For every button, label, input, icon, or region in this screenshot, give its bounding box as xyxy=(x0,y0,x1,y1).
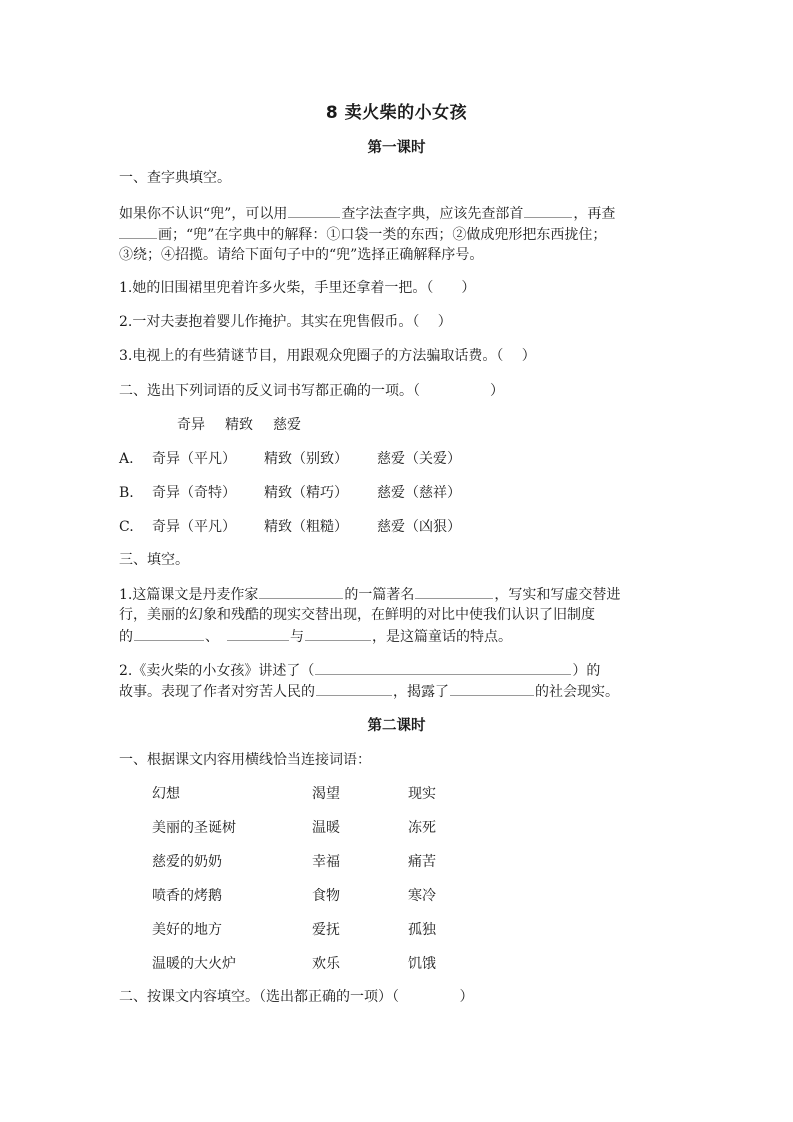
match-right-1[interactable]: 现实 xyxy=(408,786,436,802)
match-left-1[interactable]: 幻想 xyxy=(152,786,180,802)
q3-item1-line3: 的 、 与 ，是这篇童话的特点。 xyxy=(119,626,512,648)
q2-option-b-label: B. xyxy=(119,485,134,501)
q2-option-c-label: C. xyxy=(119,519,134,535)
q3-item2-line2: 故事。表现了作者对穷苦人民的 ，揭露了 的社会现实。 xyxy=(119,681,619,703)
match-mid-1[interactable]: 渴望 xyxy=(312,786,340,802)
blank-story-summary[interactable] xyxy=(315,660,571,675)
match-right-3[interactable]: 痛苦 xyxy=(408,854,436,870)
l2-q2-heading: 二、按课文内容填空。（选出都正确的一项）（ ） xyxy=(119,989,474,1005)
q1-intro-line3: ③绕；④招揽。请给下面句子中的“兜”选择正确解释序号。 xyxy=(119,247,484,263)
match-right-4[interactable]: 寒冷 xyxy=(408,888,436,904)
q2-option-b-pair-3: 慈爱（慈祥） xyxy=(377,485,461,501)
match-right-2[interactable]: 冻死 xyxy=(408,820,436,836)
blank-genre[interactable] xyxy=(415,584,493,599)
blank-author[interactable] xyxy=(259,584,343,599)
blank-radical[interactable] xyxy=(524,203,572,218)
match-right-6[interactable]: 饥饿 xyxy=(408,956,436,972)
q2-option-b-pair-1: 奇异（奇特） xyxy=(152,485,236,501)
l2-q1-heading: 一、根据课文内容用横线恰当连接词语： xyxy=(119,752,371,768)
match-left-4[interactable]: 喷香的烤鹅 xyxy=(152,888,222,904)
blank-trait-3[interactable] xyxy=(305,626,371,641)
q2-heading: 二、选出下列词语的反义词书写都正确的一项。（ ） xyxy=(119,383,504,399)
match-left-6[interactable]: 温暖的大火炉 xyxy=(152,956,236,972)
match-left-2[interactable]: 美丽的圣诞树 xyxy=(152,820,236,836)
match-mid-6[interactable]: 欢乐 xyxy=(312,956,340,972)
q1-item-2: 2.一对夫妻抱着婴儿作掩护。其实在兜售假币。（ ） xyxy=(119,314,452,330)
q2-word-2: 精致 xyxy=(225,417,253,433)
blank-lookup-method[interactable] xyxy=(288,203,340,218)
page-title: 8 卖火柴的小女孩 xyxy=(325,103,468,123)
q3-item1-line1: 1.这篇课文是丹麦作家 的一篇著名 ，写实和写虚交替进 xyxy=(119,584,620,606)
q2-word-1: 奇异 xyxy=(177,417,205,433)
match-right-5[interactable]: 孤独 xyxy=(408,922,436,938)
q2-option-c-pair-3: 慈爱（凶狠） xyxy=(377,519,461,535)
blank-stroke-count[interactable] xyxy=(119,224,157,239)
q2-option-b-pair-2: 精致（精巧） xyxy=(264,485,348,501)
q2-option-a-pair-1: 奇异（平凡） xyxy=(152,451,236,467)
q1-item-1: 1.她的旧围裙里兜着许多火柴，手里还拿着一把。（ ） xyxy=(119,280,476,296)
q3-item2-line1: 2.《卖火柴的小女孩》讲述了（ ）的 xyxy=(119,660,600,682)
q3-heading: 三、填空。 xyxy=(119,552,189,568)
q2-option-a-label: A. xyxy=(119,451,134,467)
blank-social-reality[interactable] xyxy=(450,681,534,696)
match-left-5[interactable]: 美好的地方 xyxy=(152,922,222,938)
q1-heading: 一、查字典填空。 xyxy=(119,170,231,186)
lesson1-heading: 第一课时 xyxy=(367,140,426,156)
blank-trait-1[interactable] xyxy=(134,626,204,641)
q2-option-a-pair-3: 慈爱（关爱） xyxy=(377,451,461,467)
q2-word-3: 慈爱 xyxy=(273,417,301,433)
match-mid-5[interactable]: 爱抚 xyxy=(312,922,340,938)
blank-trait-2[interactable] xyxy=(227,626,289,641)
q3-item1-line2: 行，美丽的幻象和残酷的现实交替出现，在鲜明的对比中使我们认识了旧制度 xyxy=(119,607,595,623)
match-mid-3[interactable]: 幸福 xyxy=(312,854,340,870)
blank-author-attitude[interactable] xyxy=(316,681,392,696)
q2-option-c-pair-1: 奇异（平凡） xyxy=(152,519,236,535)
q1-intro-line2: 画；“兜”在字典中的解释：①口袋一类的东西；②做成兜形把东西拢住； xyxy=(119,224,606,246)
q2-option-a-pair-2: 精致（别致） xyxy=(264,451,348,467)
q1-intro-line1: 如果你不认识“兜”，可以用 查字法查字典，应该先查部首 ，再查 xyxy=(119,203,615,225)
q2-option-c-pair-2: 精致（粗糙） xyxy=(264,519,348,535)
lesson2-heading: 第二课时 xyxy=(367,718,426,734)
q1-item-3: 3.电视上的有些猜谜节目，用跟观众兜圈子的方法骗取话费。（ ） xyxy=(119,348,536,364)
match-mid-4[interactable]: 食物 xyxy=(312,888,340,904)
match-left-3[interactable]: 慈爱的奶奶 xyxy=(152,854,222,870)
match-mid-2[interactable]: 温暖 xyxy=(312,820,340,836)
